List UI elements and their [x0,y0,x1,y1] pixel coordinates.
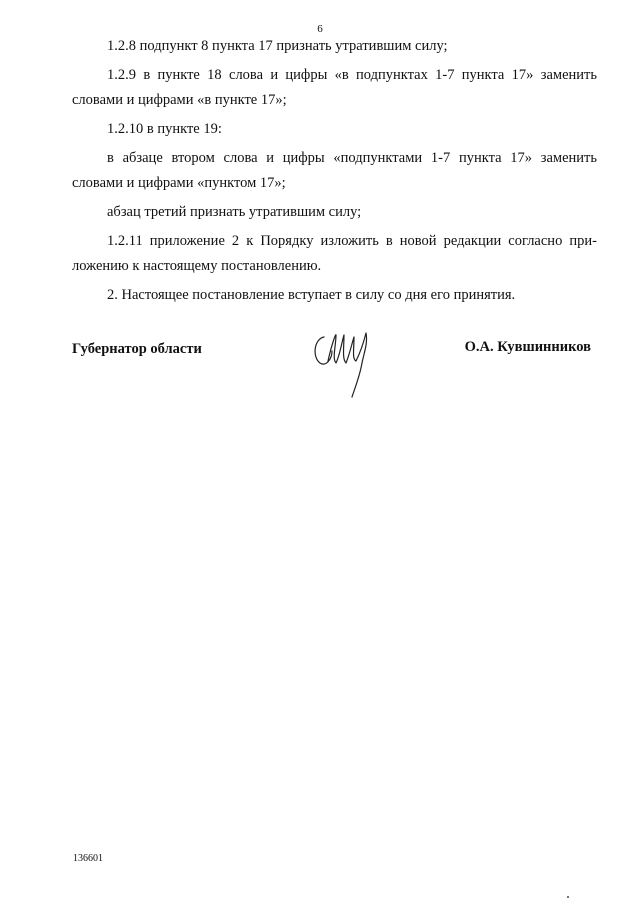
handwritten-signature [310,323,380,399]
signatory-title: Губернатор области [72,341,202,357]
paragraph-1-2-10: 1.2.10 в пункте 19: [107,121,222,137]
scan-dot [567,896,569,898]
paragraph-second-abzac: в абзаце втором слова и цифры «подпунктами 1-7 пункта 17» заменить словами и цифрами «пунктом 17»; [72,150,597,191]
signatory-name: О.А. Кувшинников [464,339,591,355]
paragraph-1-2-11: 1.2.11 приложение 2 к Порядку изложить в новой редакции согласно приложению к настоящему постановлению. [72,233,597,274]
document-body [72,34,597,308]
document-code: 136601 [73,853,103,864]
paragraph-2: 2. Настоящее постановление вступает в силу со дня его принятия. [107,287,516,303]
page-number: 6 [317,23,323,35]
signature-block [72,325,597,405]
paragraph-1-2-9: 1.2.9 в пункте 18 слова и цифры «в подпунктах 1-7 пункта 17» заменить словами и цифрами «в пункте 17»; [72,67,597,108]
paragraph-third-abzac: абзац третий признать утратившим силу; [107,204,362,220]
paragraph-1-2-8: 1.2.8 подпункт 8 пункта 17 признать утратившим силу; [107,38,448,54]
